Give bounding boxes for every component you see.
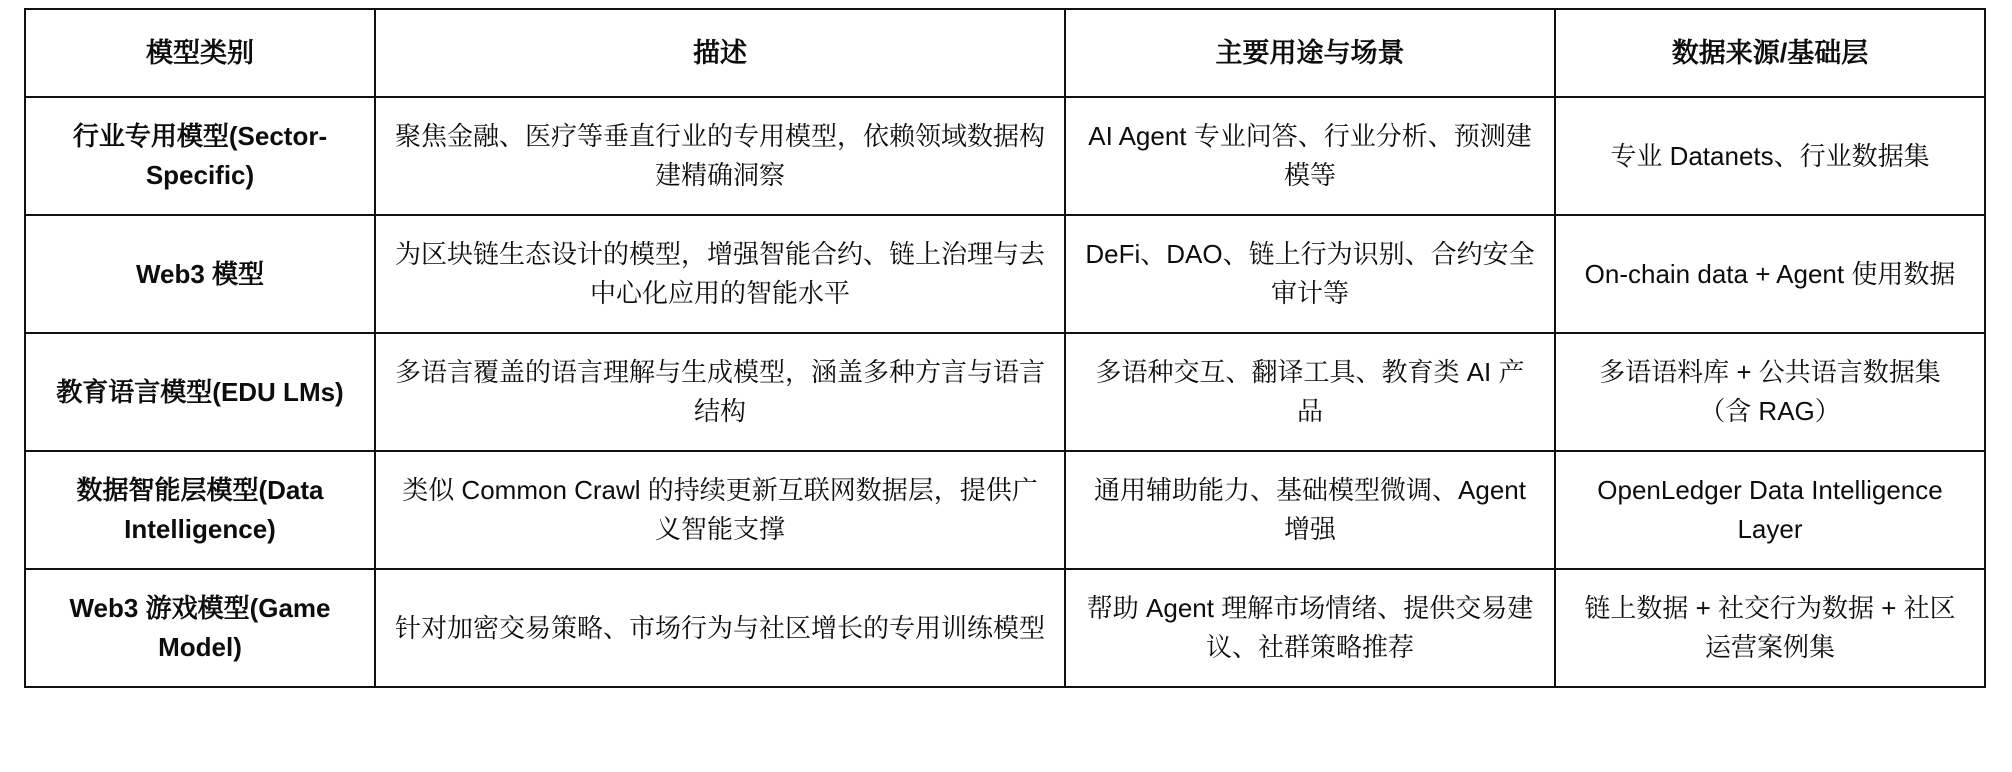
cell-description: 类似 Common Crawl 的持续更新互联网数据层，提供广义智能支撑: [375, 451, 1065, 569]
table-row: [25, 451, 1985, 569]
cell-description: 多语言覆盖的语言理解与生成模型，涵盖多种方言与语言结构: [375, 333, 1065, 451]
cell-usage: 多语种交互、翻译工具、教育类 AI 产品: [1065, 333, 1555, 451]
table-row: [25, 97, 1985, 215]
column-header-category: 模型类别: [25, 9, 375, 97]
cell-usage: AI Agent 专业问答、行业分析、预测建模等: [1065, 97, 1555, 215]
table-row: [25, 333, 1985, 451]
cell-source: OpenLedger Data Intelligence Layer: [1555, 451, 1985, 569]
table-header: [25, 9, 1985, 97]
cell-usage: DeFi、DAO、链上行为识别、合约安全审计等: [1065, 215, 1555, 333]
cell-source: On-chain data + Agent 使用数据: [1555, 215, 1985, 333]
cell-category: 数据智能层模型(Data Intelligence): [25, 451, 375, 569]
table-body: [25, 97, 1985, 687]
cell-source: 多语语料库 + 公共语言数据集（含 RAG）: [1555, 333, 1985, 451]
column-header-source: 数据来源/基础层: [1555, 9, 1985, 97]
cell-usage: 帮助 Agent 理解市场情绪、提供交易建议、社群策略推荐: [1065, 569, 1555, 687]
cell-description: 聚焦金融、医疗等垂直行业的专用模型，依赖领域数据构建精确洞察: [375, 97, 1065, 215]
cell-category: Web3 游戏模型(Game Model): [25, 569, 375, 687]
table-header-row: [25, 9, 1985, 97]
cell-description: 为区块链生态设计的模型，增强智能合约、链上治理与去中心化应用的智能水平: [375, 215, 1065, 333]
column-header-description: 描述: [375, 9, 1065, 97]
table-row: [25, 569, 1985, 687]
cell-category: 行业专用模型(Sector-Specific): [25, 97, 375, 215]
cell-usage: 通用辅助能力、基础模型微调、Agent 增强: [1065, 451, 1555, 569]
table-row: [25, 215, 1985, 333]
model-comparison-table: [24, 8, 1986, 688]
cell-category: Web3 模型: [25, 215, 375, 333]
cell-description: 针对加密交易策略、市场行为与社区增长的专用训练模型: [375, 569, 1065, 687]
cell-source: 专业 Datanets、行业数据集: [1555, 97, 1985, 215]
cell-category: 教育语言模型(EDU LMs): [25, 333, 375, 451]
cell-source: 链上数据 + 社交行为数据 + 社区运营案例集: [1555, 569, 1985, 687]
column-header-usage: 主要用途与场景: [1065, 9, 1555, 97]
